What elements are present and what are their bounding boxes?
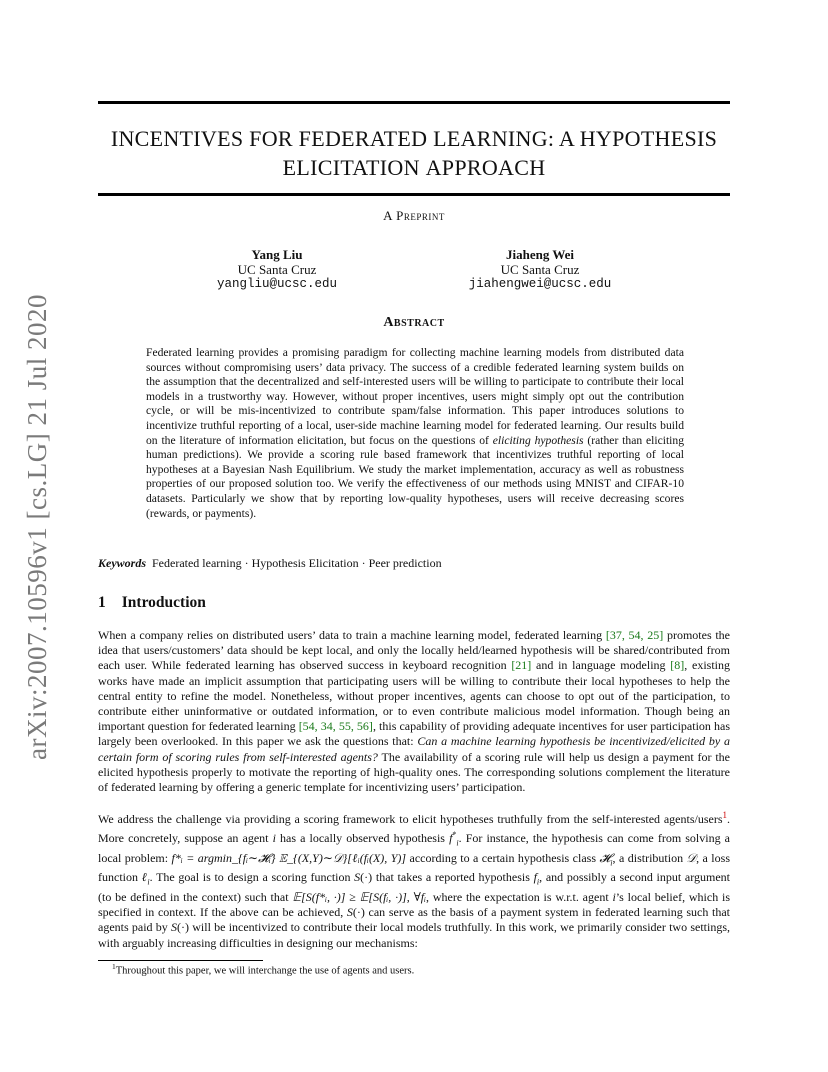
footnote-marker: 1	[112, 962, 116, 971]
section-number: 1	[98, 594, 106, 611]
title-top-rule	[98, 101, 730, 104]
intro-paragraph-1: When a company relies on distributed users’ data to train a machine learning model, federated learning [37, 54, 25] promotes the idea that users/customers’ data should be kept local, and only the locally held/learned hypothesis will be shared/contributed from each user. While federated learning has observed success in keyboard recognition [21] and in language modeling [8], existing works have made an implicit assumption that participating users will be willing to contribute their local hypotheses to help the central entity to refine the model. Nonetheless, without proper incentives, agents can choose to opt out of the participation, to contribute either uninformative or outdated information, or to even contribute malicious model information. Though being an important question for federated learning [54, 34, 55, 56], this capability of providing adequate incentives for user participation has largely been overlooked. In this paper we ask the questions that: Can a machine learning hypothesis be incentivized/elicited by a certain form of scoring rules from self-interested agents? The availability of a scoring rule will help us design a payment for the elicited hypothesis properly to motivate the reporting of high-quality ones. The corresponding solutions complement the literature of federated learning by offering a generic template for incentivizing users’ participation.	[98, 628, 731, 795]
intro-paragraph-2: We address the challenge via providing a scoring framework to elicit hypotheses truthfully from the self-interested agents/users$^1$. More concretely, suppose an agent i has a locally observed hypothesis $f^*_i$. For instance, the hypothesis can come from solving a local problem: f*ᵢ = argmin_{fᵢ∼𝓗ᵢ} 𝔼_{(X,Y)∼𝒟}[ℓᵢ(fᵢ(X), Y)] according to a certain hypothesis class 𝓗$_i$, a distribution 𝒟, a loss function ℓ$_i$. The goal is to design a scoring function S(·) that takes a reported hypothesis $f_i$, and possibly a second input argument (to be defined in the context) such that 𝔼[S(f*ᵢ, ·)] ≥ 𝔼[S(fᵢ, ·)], ∀fᵢ, where the expectation is w.r.t. agent i’s local belief, which is specified in context. If the above can be achieved, S(·) can serve as the basis of a payment system in federated learning such that agents paid by S(·) will be incentivized to contribute their local models truthfully. In this work, we primarily consider two settings, with arguably increasing difficulties in designing our mechanisms:	[98, 810, 731, 950]
author-email[interactable]: jiahengwei@ucsc.edu	[468, 277, 612, 291]
title-line-2: ELICITATION APPROACH	[282, 155, 546, 180]
author-block	[440, 247, 640, 292]
footnote	[112, 962, 414, 977]
keywords-line	[98, 556, 730, 571]
citation-link[interactable]: [54, 34, 55, 56]	[298, 719, 373, 734]
keywords-label: Keywords	[98, 556, 146, 570]
author-name: Jiaheng Wei	[505, 247, 575, 262]
footnote-rule	[98, 960, 263, 961]
footnote-ref[interactable]: 1	[722, 810, 727, 820]
author-block	[177, 247, 377, 292]
arxiv-stamp: arXiv:2007.10596v1 [cs.LG] 21 Jul 2020	[22, 294, 52, 760]
citation-link[interactable]: [21]	[511, 658, 532, 673]
abstract-heading: Abstract	[383, 315, 445, 330]
author-email[interactable]: yangliu@ucsc.edu	[216, 277, 338, 291]
citation-link[interactable]: [8]	[670, 658, 685, 673]
author-name: Yang Liu	[251, 247, 303, 262]
citation-link[interactable]: [37, 54, 25]	[605, 628, 664, 642]
title-bottom-rule	[98, 193, 730, 196]
equation-argmin: f*ᵢ = argmin_{fᵢ∼𝓗ᵢ} 𝔼_{(X,Y)∼𝒟}[ℓᵢ(fᵢ(X), Y)]	[171, 850, 407, 865]
footnote-text: Throughout this paper, we will interchange the use of agents and users.	[115, 965, 415, 977]
keywords-text: Federated learning · Hypothesis Elicitation · Peer prediction	[152, 556, 442, 570]
paper-title	[98, 124, 730, 182]
equation-expectation: 𝔼[S(f*ᵢ, ·)] ≥ 𝔼[S(fᵢ, ·)], ∀fᵢ	[292, 889, 427, 904]
section-title: Introduction	[121, 594, 206, 611]
abstract-text: Federated learning provides a promising paradigm for collecting machine learning models from distributed data sources without compromising users’ data privacy. The success of a credible federated learning system builds on the assumption that the decentralized and self-interested users will be willing to participate to contribute their local models in a trustworthy way. However, without proper incentives, users might simply opt out the contribution cycle, or will be mis-incentivized to contribute spam/false information. This paper introduces solutions to incentivize truthful reporting of a local, user-side machine learning model for federated learning. Our results build on the literature of information elicitation, but focus on the questions of eliciting hypothesis (rather than eliciting human predictions). We provide a scoring rule based framework that incentivizes truthful reporting of local hypotheses at a Bayesian Nash Equilibrium. We study the market implementation, accuracy as well as robustness properties of our proposed solution too. We verify the effectiveness of our methods using MNIST and CIFAR-10 datasets. Particularly we show that by reporting low-quality hypotheses, users will receive decreasing scores (rewards, or payments).	[146, 346, 684, 520]
section-heading	[98, 594, 206, 612]
author-affiliation: UC Santa Cruz	[500, 262, 580, 277]
preprint-label: A Preprint	[383, 208, 445, 223]
title-line-1: INCENTIVES FOR FEDERATED LEARNING: A HYPOTHESIS	[110, 126, 718, 151]
author-affiliation: UC Santa Cruz	[237, 262, 317, 277]
